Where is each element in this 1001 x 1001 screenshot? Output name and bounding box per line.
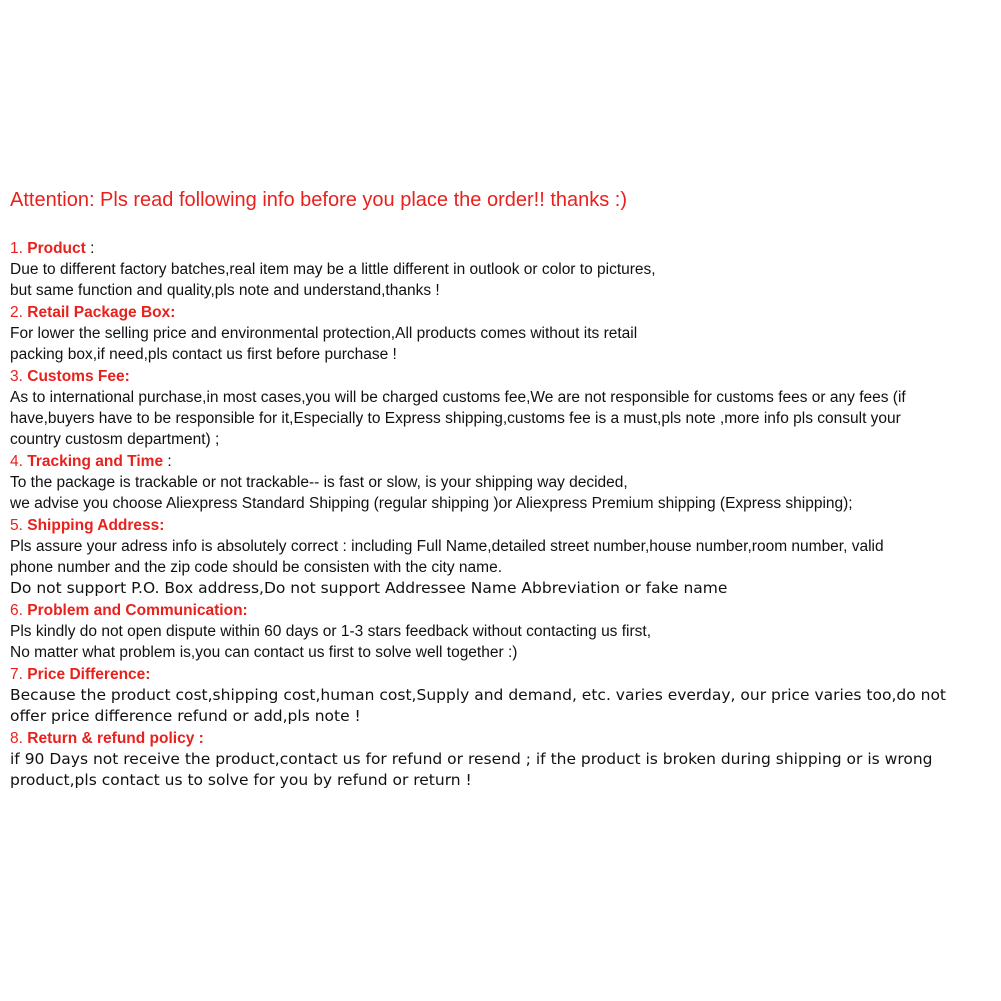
section-text: product,pls contact us to solve for you by refund or return !: [10, 770, 472, 789]
section-price-difference: [10, 664, 985, 728]
section-heading: [10, 728, 985, 749]
section-customs-fee: [10, 366, 985, 451]
section-shipping-address: [10, 515, 985, 600]
section-heading: [10, 238, 985, 259]
section-text: Do not support P.O. Box address,Do not support Addressee Name Abbreviation or fake name: [10, 579, 728, 598]
section-tracking-and-time: [10, 451, 985, 515]
section-text: phone number and the zip code should be consisten with the city name.: [10, 559, 503, 577]
section-suffix: :: [163, 452, 172, 470]
notice-document: [10, 186, 985, 791]
section-title: Shipping Address:: [27, 516, 165, 534]
section-title: Return & refund policy :: [27, 729, 204, 747]
section-heading: [10, 600, 985, 621]
section-product: [10, 238, 985, 302]
section-number: 2.: [10, 303, 23, 321]
section-text: offer price difference refund or add,pls note !: [10, 707, 361, 726]
section-text: Pls kindly do not open dispute within 60 days or 1-3 stars feedback without contacting us first,: [10, 622, 652, 640]
section-number: 3.: [10, 367, 23, 385]
section-title: Customs Fee:: [27, 367, 130, 385]
section-title: Tracking and Time: [27, 452, 164, 470]
attention-headline: Attention: Pls read following info before you place the order!! thanks :): [10, 189, 628, 211]
section-text: To the package is trackable or not trackable-- is fast or slow, is your shipping way decided,: [10, 473, 628, 491]
section-text: if 90 Days not receive the product,contact us for refund or resend ; if the product is broken during shipping or is wrong: [10, 749, 933, 768]
section-number: 6.: [10, 601, 23, 619]
section-heading: [10, 664, 985, 685]
section-text: packing box,if need,pls contact us first before purchase !: [10, 346, 397, 364]
section-retail-package-box: [10, 302, 985, 366]
section-heading: [10, 366, 985, 387]
section-number: 7.: [10, 665, 23, 683]
section-text: Because the product cost,shipping cost,human cost,Supply and demand, etc. varies everday, our price varies too,do not: [10, 685, 947, 704]
section-problem-and-communication: [10, 600, 985, 664]
section-title: Problem and Communication:: [27, 601, 248, 619]
section-heading: [10, 515, 985, 536]
section-heading: [10, 302, 985, 323]
section-text: For lower the selling price and environmental protection,All products comes without its retail: [10, 324, 638, 342]
section-title: Product: [27, 240, 86, 257]
section-heading: [10, 451, 985, 472]
section-text: As to international purchase,in most cases,you will be charged customs fee,We are not responsible for customs fees or any fees (if: [10, 388, 906, 406]
section-text: Pls assure your adress info is absolutely correct : including Full Name,detailed street number,house number,room number, valid: [10, 537, 884, 555]
section-number: 1.: [10, 240, 23, 257]
section-text: country custosm department) ;: [10, 431, 220, 449]
section-number: 5.: [10, 516, 23, 534]
section-number: 4.: [10, 452, 23, 470]
section-number: 8.: [10, 729, 23, 747]
section-title: Retail Package Box:: [27, 303, 176, 321]
section-suffix: :: [85, 240, 95, 257]
section-text: we advise you choose Aliexpress Standard Shipping (regular shipping )or Aliexpress Premium shipping (Express shipping);: [10, 495, 853, 513]
section-text: No matter what problem is,you can contact us first to solve well together :): [10, 644, 518, 662]
section-text: have,buyers have to be responsible for it,Especially to Express shipping,customs fee is a must,pls note ,more info pls consult your: [10, 410, 901, 428]
section-text: Due to different factory batches,real item may be a little different in outlook or color to pictures,: [10, 261, 656, 278]
section-title: Price Difference:: [27, 665, 151, 683]
section-text: but same function and quality,pls note and understand,thanks !: [10, 282, 440, 300]
section-return-and-refund-policy: [10, 728, 985, 792]
